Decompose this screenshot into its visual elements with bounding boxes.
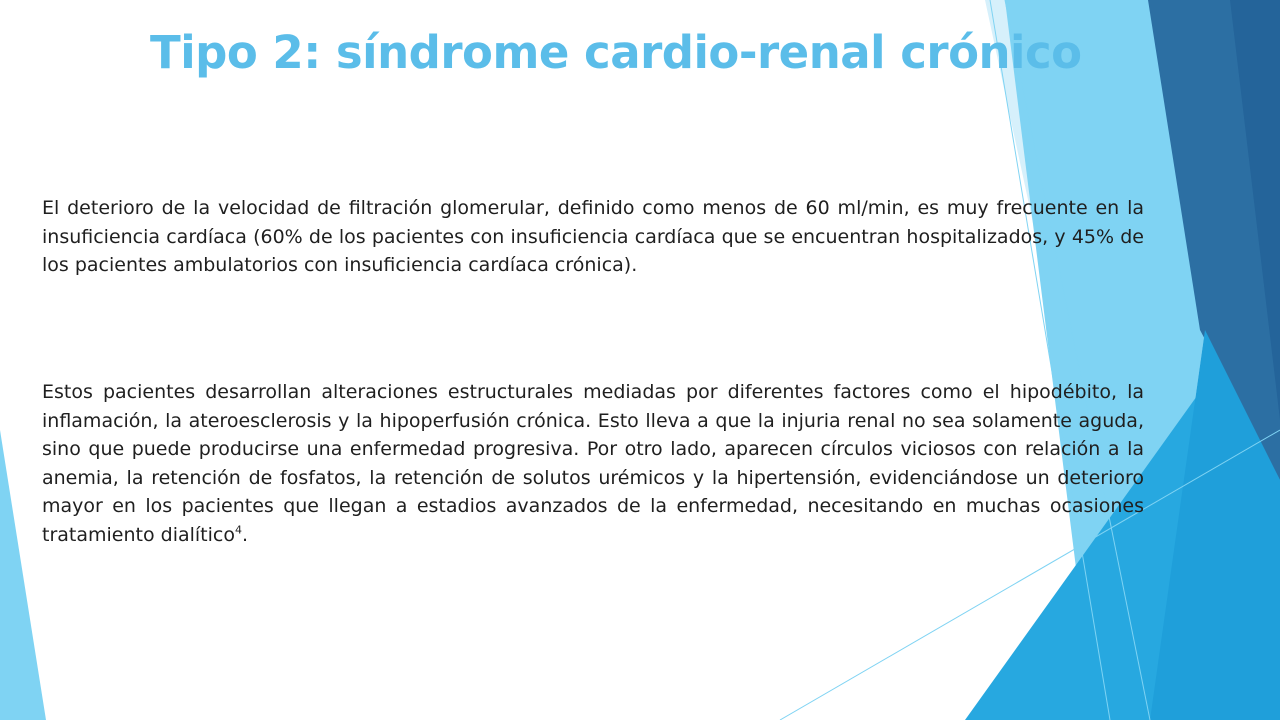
paragraph-1: El deterioro de la velocidad de filtración glomerular, definido como menos de 60 ml/min, es muy frecuente en la insuficiencia cardíaca (60% de los pacientes con insuficiencia cardíaca que se encuentran hospitalizados, y 45% de los pacientes ambulatorios con insuficiencia cardíaca crónica).: [42, 197, 1144, 276]
left-accent-shape: [0, 430, 46, 720]
paragraph-2-text: Estos pacientes desarrollan alteraciones estructurales mediadas por diferentes factores como el hipodébito, la inflamación, la ateroesclerosis y la hipoperfusión crónica. Esto lleva a que la injuria renal no sea solamente aguda, sino que puede producirse una enfermedad progresiva. Por otro lado, aparecen círculos viciosos con relación a la anemia, la retención de fosfatos, la retención de solutos urémicos y la hipertensión, evidenciándose un deterioro mayor en los pacientes que llegan a estadios avanzados de la enfermedad, necesitando en muchas ocasiones tratamiento dialítico: [42, 381, 1144, 546]
paragraph-2: [42, 378, 1144, 549]
reference-superscript: 4: [234, 523, 242, 537]
paragraph-2-end: .: [241, 523, 249, 546]
slide-title: Tipo 2: síndrome cardio-renal crónico: [150, 26, 1082, 79]
